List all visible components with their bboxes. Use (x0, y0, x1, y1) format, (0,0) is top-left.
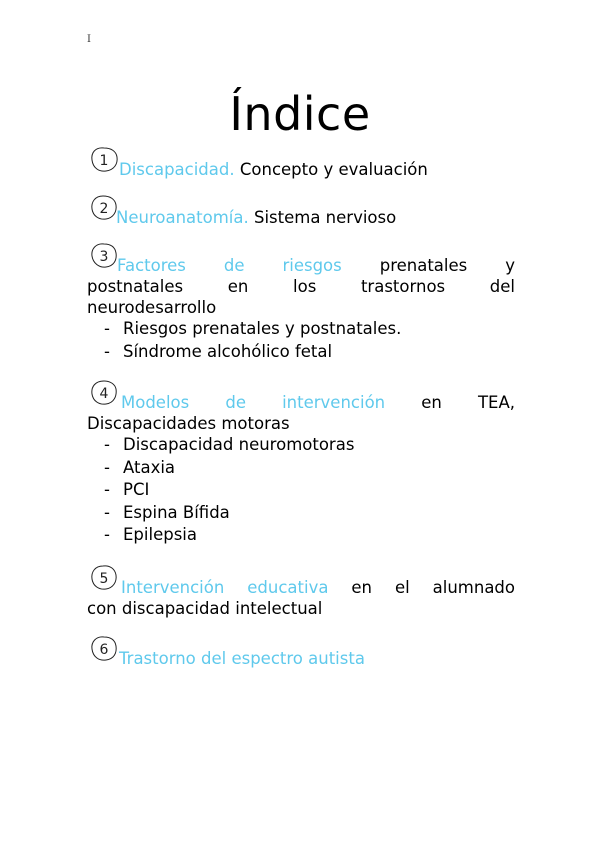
entry-subtitle: en TEA, (385, 393, 516, 412)
entry-subtitle-line: Discapacidades motoras (87, 414, 290, 433)
list-item: - Epilepsia (104, 525, 197, 544)
circled-number-icon (89, 194, 117, 220)
entry-topic: Discapacidad. (119, 160, 235, 179)
entry-topic: Neuroanatomía. (116, 208, 249, 227)
circled-number-icon (89, 635, 117, 661)
entry-topic: Trastorno del espectro autista (119, 648, 365, 668)
svg-text:3: 3 (99, 249, 109, 265)
subitem-list (87, 434, 515, 547)
circled-number-icon (89, 564, 117, 590)
list-item: - Espina Bífida (104, 502, 230, 522)
entry-subtitle-line: con discapacidad intelectual (87, 598, 323, 618)
entry-subtitle: Sistema nervioso (248, 208, 397, 227)
page-mark: I (87, 34, 91, 45)
list-item: - Riesgos prenatales y postnatales. (104, 319, 402, 338)
svg-text:2: 2 (99, 201, 109, 217)
list-item: - Ataxia (104, 457, 176, 477)
list-item: - Discapacidad neuromotoras (104, 435, 355, 454)
entry-subtitle-line: neurodesarrollo (87, 298, 217, 317)
index-entry-1 (87, 146, 515, 180)
svg-text:1: 1 (99, 153, 109, 169)
svg-text:4: 4 (99, 386, 109, 402)
circled-number-icon (89, 146, 117, 172)
index-entry-4 (87, 379, 515, 547)
circled-number-icon (89, 242, 117, 268)
list-item: - Síndrome alcohólico fetal (104, 341, 333, 361)
index-entry-2 (87, 194, 515, 228)
svg-text:5: 5 (99, 570, 109, 587)
entry-topic: Factores de riesgos (117, 256, 342, 275)
entry-subtitle: prenatales y (341, 256, 515, 275)
svg-text:6: 6 (99, 641, 109, 658)
entry-topic: Intervención educativa (121, 577, 329, 597)
subitem-list (87, 318, 515, 363)
index-entry-3 (87, 242, 515, 363)
entry-subtitle: Concepto y evaluación (234, 160, 428, 179)
page-title: Índice (229, 87, 371, 141)
list-item: - PCI (104, 480, 150, 499)
entry-topic: Modelos de intervención (121, 393, 386, 412)
entry-subtitle-line: postnatales en los trastornos del (87, 277, 515, 296)
entry-subtitle: en el alumnado (328, 577, 515, 597)
index-list (87, 146, 515, 669)
index-entry-5 (87, 564, 515, 619)
index-entry-6 (87, 635, 515, 669)
circled-number-icon (89, 379, 117, 405)
